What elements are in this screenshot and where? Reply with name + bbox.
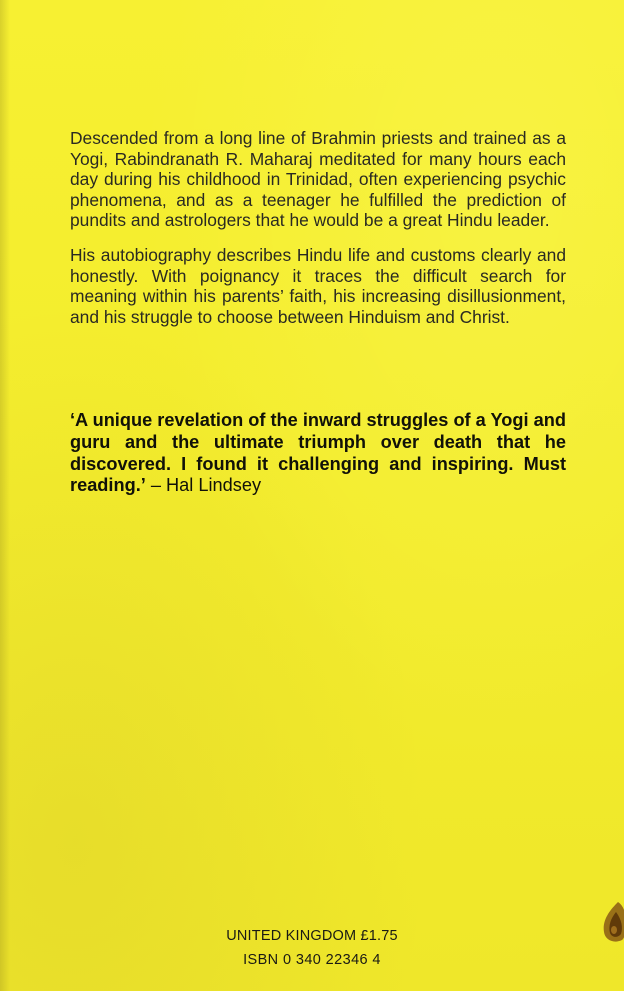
endorsement-quote (70, 410, 566, 497)
isbn-label: ISBN 0 340 22346 4 (243, 952, 381, 968)
price-label: UNITED KINGDOM £1.75 (226, 928, 398, 944)
stain-mark (596, 900, 624, 946)
blurb-text (70, 128, 566, 341)
quote-attribution: – Hal Lindsey (145, 475, 262, 496)
blurb-paragraph-2: His autobiography describes Hindu life and customs clearly and honestly. With poignancy it traces the difficult search for meaning within his parents’ faith, his increasing disillusionment, and his struggle to choose between Hinduism and Christ. (70, 244, 566, 327)
spine-edge-shadow (0, 0, 10, 991)
blurb-paragraph-1: Descended from a long line of Brahmin priests and trained as a Yogi, Rabindranath R. Maharaj meditated for many hours each day during his childhood in Trinidad, often experiencing psychic phenomena, and as a teenager he fulfilled the prediction of pundits and astrologers that he would be a great Hindu leader. (70, 128, 566, 231)
quote-text: ‘A unique revelation of the inward struggles of a Yogi and guru and the ultimate triumph over death that he discovered. I found it challenging and inspiring. Must reading.’ (70, 410, 566, 496)
